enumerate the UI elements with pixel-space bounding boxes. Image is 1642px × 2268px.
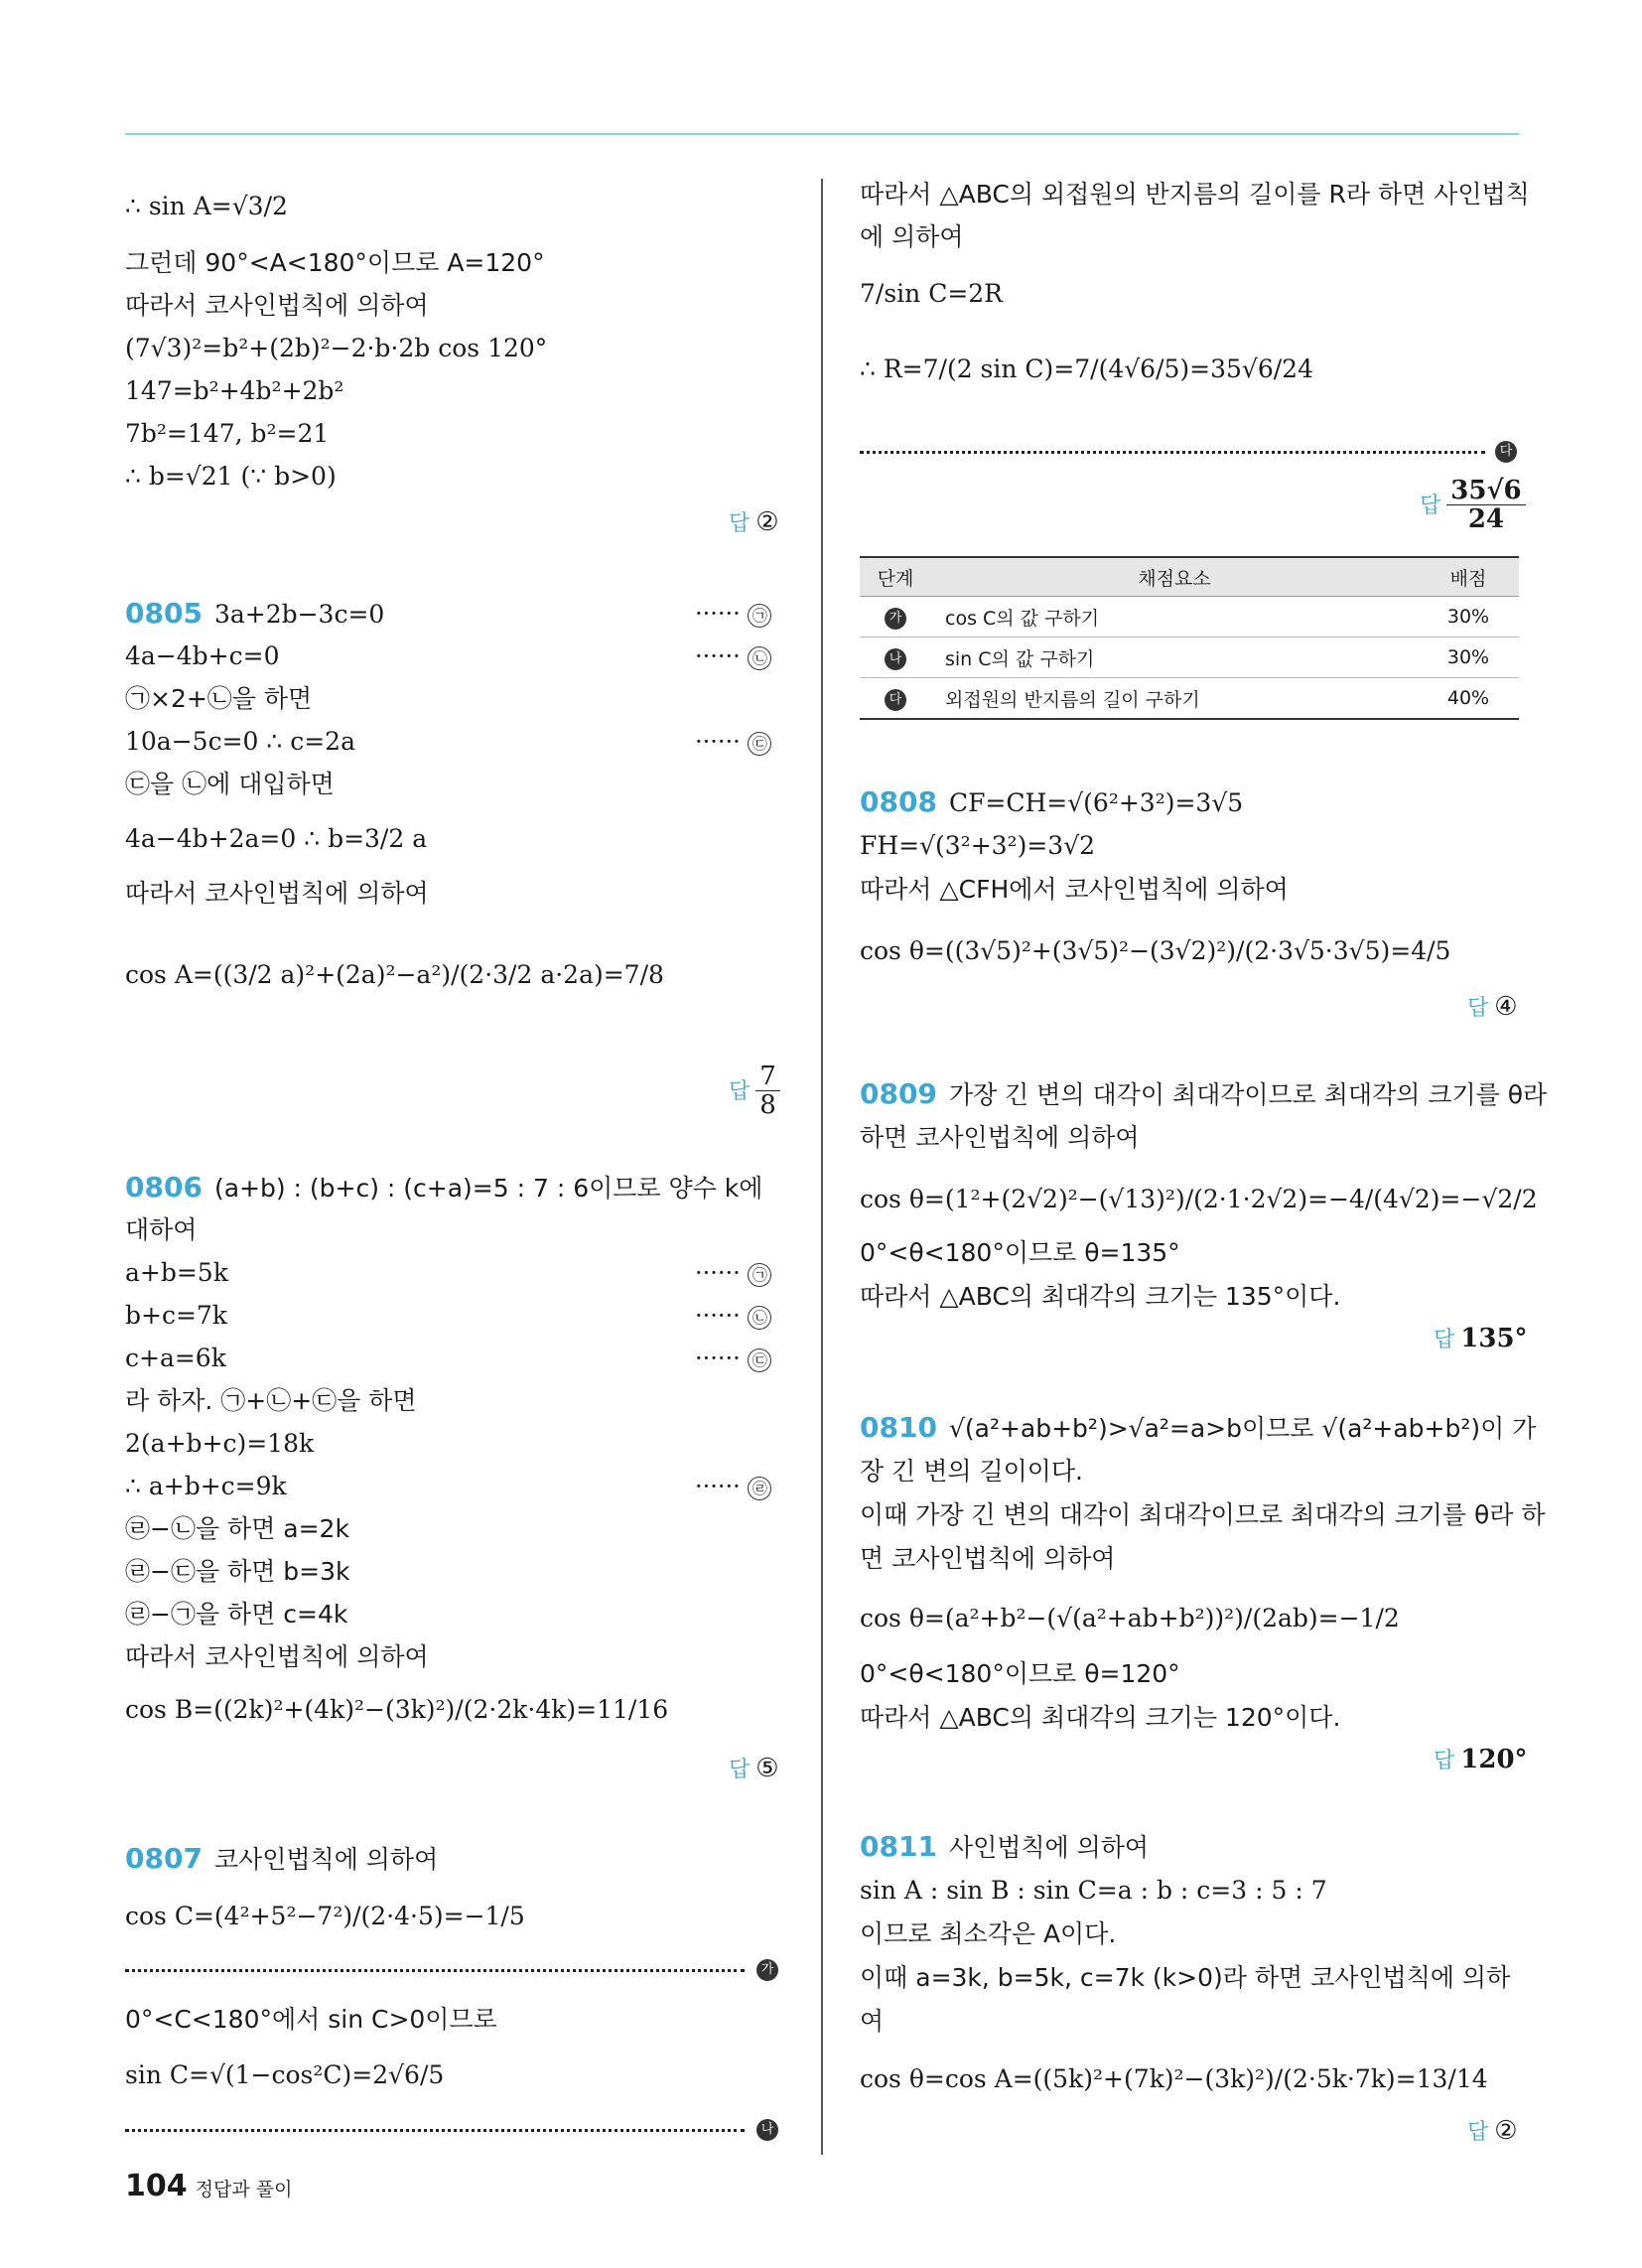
problem-number: 0805 [125,597,203,630]
formula-line: cos θ=(1²+(2√2)²−(√13)²)/(2·1·2√2)=−4/(4√2)=−√2/2 [860,1185,1538,1213]
problem-0811: 0811 사인법칙에 의하여 [860,1830,1150,1863]
table-row [860,678,1519,720]
formula-line: 7/sin C=2R [860,279,1004,308]
text-line: 이때 가장 긴 변의 대각이 최대각이므로 최대각의 크기를 θ라 하 [860,1500,1546,1529]
scoring-table [860,556,1519,720]
table-header: 배점 [1418,557,1519,597]
answer-label: 답 [1434,1749,1455,1773]
text-line: 면 코사인법칙에 의하여 [860,1544,1116,1573]
step-marker: 나 [885,648,906,670]
table-cell: 40% [1418,678,1519,720]
step-divider [125,1969,745,1972]
eq-tag: ······ ㉣ [695,1473,771,1500]
text-line: ∴ a+b+c=9k [125,1472,287,1500]
text-line: 4a−4b+2a=0 ∴ b=3/2 a [125,824,428,853]
eq-tag: ······ ㉠ [695,1259,771,1287]
answer-fraction: $\frac{35√6}{24}$ [1446,477,1525,533]
problem-0805: 0805 3a+2b−3c=0 [125,597,385,630]
step-marker: 다 [1495,441,1517,463]
footer-label: 정답과 풀이 [195,2179,293,2200]
text-line: ㉠×2+㉡을 하면 [125,684,313,713]
formula-line: cos θ=cos A=((5k)²+(7k)²−(3k)²)/(2·5k·7k)=13/14 [860,2064,1488,2093]
text-line: 따라서 △ABC의 최대각의 크기는 135°이다. [860,1282,1341,1311]
problem-0810: 0810 √(a²+ab+b²)>√a²=a>b이므로 √(a²+ab+b²)이 가 [860,1411,1537,1444]
answer-0811: 답 ② [1467,2116,1518,2146]
text-line: 7b²=147, b²=21 [125,419,330,448]
step-marker: 다 [885,689,906,711]
table-row [860,638,1519,678]
table-row [860,597,1519,638]
text-line: 따라서 △CFH에서 코사인법칙에 의하여 [860,875,1289,904]
text-line: b+c=7k [125,1301,227,1330]
problem-number: 0810 [860,1411,937,1444]
text-line: ㉢을 ㉡에 대입하면 [125,770,335,798]
table-cell: 30% [1418,597,1519,638]
text-line: c+a=6k [125,1344,226,1372]
step-marker: 가 [756,1959,778,1981]
answer-label: 답 [729,1078,751,1104]
table-cell: cos C의 값 구하기 [931,597,1418,638]
text-line: ㉣−㉢을 하면 b=3k [125,1557,350,1586]
text-line: 따라서 코사인법칙에 의하여 [125,879,429,908]
text-line: 2(a+b+c)=18k [125,1429,315,1458]
problem-number: 0809 [860,1077,937,1110]
text-line: FH=√(3²+3²)=3√2 [860,831,1096,860]
text-line: 0°<θ<180°이므로 θ=120° [860,1659,1180,1688]
step-marker: 나 [756,2119,778,2141]
text-line: 따라서 코사인법칙에 의하여 [125,1642,429,1671]
text-line: 하면 코사인법칙에 의하여 [860,1123,1140,1152]
formula-line: cos C=(4²+5²−7²)/(2·4·5)=−1/5 [125,1902,525,1930]
answer-0804: 답 ② [729,507,779,537]
formula-line: cos θ=((3√5)²+(3√5)²−(3√2)²)/(2·3√5·3√5)=4/5 [860,936,1451,965]
text-line: 대하여 [125,1215,198,1244]
text-line: 따라서 △ABC의 최대각의 크기는 120°이다. [860,1703,1341,1732]
text-line: 0°<C<180°에서 sin C>0이므로 [125,2005,497,2034]
text-line: 0°<θ<180°이므로 θ=135° [860,1238,1180,1267]
text-line: 에 의하여 [860,222,964,251]
answer-label: 답 [1467,996,1489,1021]
formula-line: sin C=√(1−cos²C)=2√6/5 [125,2060,445,2089]
step-marker: 가 [885,608,906,630]
answer-label: 답 [1467,2120,1489,2145]
text-line: 4a−4b+c=0 [125,641,280,670]
text-line: 여 [860,2007,885,2036]
table-header: 단계 [860,557,931,597]
problem-number: 0811 [860,1830,937,1863]
answer-fraction: $\frac{7}{8}$ [755,1063,780,1119]
eq-tag: ······ ㉠ [695,600,771,628]
text-line: 이때 a=3k, b=5k, c=7k (k>0)라 하면 코사인법칙에 의하 [860,1963,1511,1992]
answer-0808: 답 ④ [1467,992,1518,1022]
column-divider [821,179,823,2155]
problem-number: 0807 [125,1842,203,1875]
text-line: ㉣−㉡을 하면 a=2k [125,1514,349,1543]
answer-0807 [1420,477,1526,533]
problem-0807: 0807 코사인법칙에 의하여 [125,1842,439,1875]
problem-number: 0806 [125,1171,203,1204]
text-line: 장 긴 변의 길이이다. [860,1457,1083,1486]
formula-line: ∴ R=7/(2 sin C)=7/(4√6/5)=35√6/24 [860,354,1313,383]
eq-tag: ······ ㉢ [695,728,771,756]
text-line: 따라서 코사인법칙에 의하여 [125,291,429,320]
page-number: 104 [125,2169,188,2203]
text-line: 147=b²+4b²+2b² [125,376,344,405]
table-cell: 외접원의 반지름의 길이 구하기 [931,678,1418,720]
text-line: (7√3)²=b²+(2b)²−2·b·2b cos 120° [125,334,548,362]
answer-label: 답 [1434,1328,1455,1352]
step-divider [125,2129,745,2132]
text-line: ∴ sin A=√3/2 [125,192,288,220]
text-line: 따라서 △ABC의 외접원의 반지름의 길이를 R라 하면 사인법칙 [860,180,1530,209]
page-footer [125,2169,292,2203]
problem-0809: 0809 가장 긴 변의 대각이 최대각이므로 최대각의 크기를 θ라 [860,1077,1548,1110]
table-cell: sin C의 값 구하기 [931,638,1418,678]
text-line: a+b=5k [125,1258,228,1287]
text-line: 그런데 90°<A<180°이므로 A=120° [125,248,545,277]
table-header-row [860,557,1519,597]
problem-0806: 0806 (a+b) : (b+c) : (c+a)=5 : 7 : 6이므로 양수 k에 [125,1171,763,1204]
answer-0809: 답 135° [1434,1324,1528,1353]
text-line: ∴ b=√21 (∵ b>0) [125,462,337,491]
text-line: ㉣−㉠을 하면 c=4k [125,1600,348,1629]
text-line: sin A : sin B : sin C=a : b : c=3 : 5 : 7 [860,1876,1327,1905]
text-line: 10a−5c=0 ∴ c=2a [125,727,355,756]
formula-line: cos θ=(a²+b²−(√(a²+ab+b²))²)/(2ab)=−1/2 [860,1604,1400,1632]
answer-0806: 답 ⑤ [729,1754,779,1783]
table-cell: 30% [1418,638,1519,678]
answer-0805 [729,1063,780,1119]
step-divider [860,451,1485,454]
text-line: 라 하자. ㉠+㉡+㉢을 하면 [125,1386,417,1415]
eq-tag: ······ ㉡ [695,1302,771,1330]
formula-line: cos A=((3/2 a)²+(2a)²−a²)/(2·3/2 a·2a)=7/8 [125,960,664,989]
answer-0810: 답 120° [1434,1745,1528,1774]
top-rule [125,133,1519,135]
formula-line: cos B=((2k)²+(4k)²−(3k)²)/(2·2k·4k)=11/16 [125,1695,669,1724]
answer-label: 답 [1420,493,1441,518]
text-line: 이므로 최소각은 A이다. [860,1919,1117,1948]
eq-tag: ······ ㉢ [695,1345,771,1372]
answer-label: 답 [729,511,751,536]
problem-number: 0808 [860,785,937,818]
answer-label: 답 [729,1758,751,1782]
problem-0808: 0808 CF=CH=√(6²+3²)=3√5 [860,785,1244,818]
table-header: 채점요소 [931,557,1418,597]
eq-tag: ······ ㉡ [695,642,771,670]
